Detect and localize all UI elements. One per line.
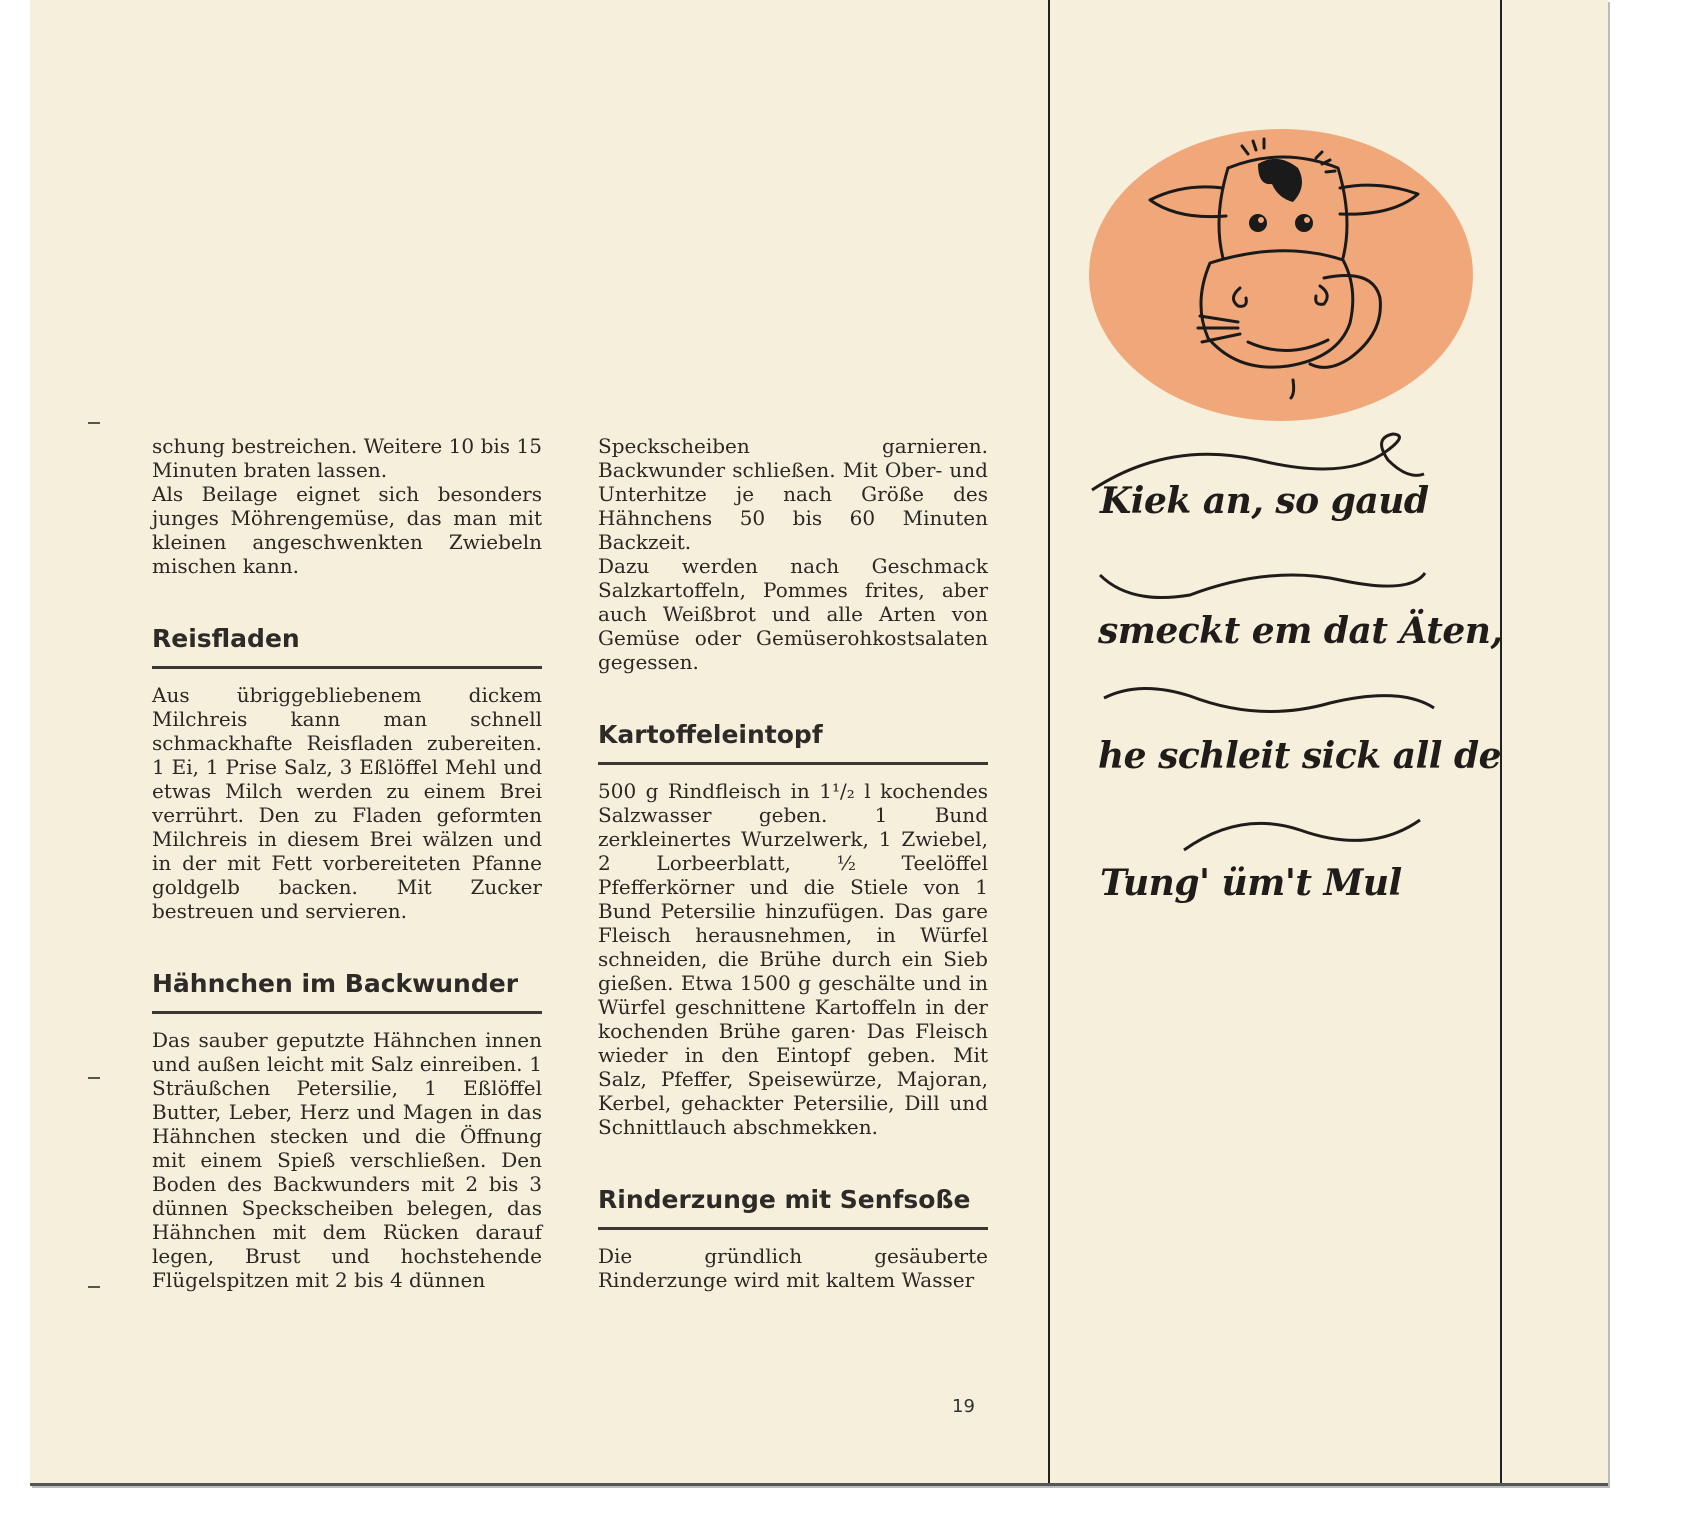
heading-rule	[598, 1227, 988, 1230]
poem-line: Kiek an, so gaud	[1100, 480, 1429, 522]
heading-rule	[152, 1011, 542, 1014]
text-column-right	[598, 434, 988, 1292]
binding-stitch	[88, 1286, 100, 1288]
binding-stitch	[88, 1077, 100, 1079]
section-heading: Hähnchen im Backwunder	[152, 969, 519, 998]
sidebar-rule-left	[1048, 0, 1050, 1486]
poem-line: smeckt em dat Äten,	[1098, 610, 1503, 652]
paragraph: schung bestreichen. Weitere 10 bis 15 Minuten braten lassen.	[152, 434, 542, 482]
section-heading: Reisfladen	[152, 624, 300, 653]
section-heading: Kartoffeleintopf	[598, 720, 823, 749]
paragraph: 500 g Rindfleisch in 1¹/₂ l kochendes Salzwasser geben. 1 Bund zerkleinertes Wurzelwerk, 1 Zwiebel, 2 Lorbeerblatt, ½ Teelöffel Pfefferkörner und die Stiele von 1 Bund Petersilie hinzufügen. Das gare Fleisch herausnehmen, in Würfel schneiden, die Brühe durch ein Sieb gießen. Etwa 1500 g geschälte und in Würfel geschnittene Kartoffeln in der kochenden Brühe garen· Das Fleisch wieder in den Eintopf geben. Mit Salz, Pfeffer, Speisewürze, Majoran, Kerbel, gehackter Petersilie, Dill und Schnittlauch abschmekken.	[598, 779, 988, 1139]
paragraph: Speckscheiben garnieren. Backwunder schließen. Mit Ober- und Unterhitze je nach Größe des Hähnchens 50 bis 60 Minuten Backzeit.	[598, 434, 988, 554]
binding-stitch	[88, 422, 100, 424]
book-page	[30, 0, 1608, 1486]
paragraph: Das sauber geputzte Hähnchen innen und außen leicht mit Salz einreiben. 1 Sträußchen Petersilie, 1 Eßlöffel Butter, Leber, Herz und Magen in das Hähnchen stecken und die Öffnung mit einem Spieß verschließen. Den Boden des Backwunders mit 2 bis 3 dünnen Speckscheiben belegen, das Hähnchen mit dem Rücken darauf legen, Brust und hochstehende Flügelspitzen mit 2 bis 4 dünnen	[152, 1028, 542, 1292]
paragraph: Aus übriggebliebenem dickem Milchreis kann man schnell schmackhafte Reisfladen zubereiten. 1 Ei, 1 Prise Salz, 3 Eßlöffel Mehl und etwas Milch werden zu einem Brei verrührt. Den zu Fladen geformten Milchreis in diesem Brei wälzen und in der mit Fett vorbereiteten Pfanne goldgelb backen. Mit Zucker bestreuen und servieren.	[152, 683, 542, 923]
section-heading: Rinderzunge mit Senfsoße	[598, 1185, 971, 1214]
heading-rule	[152, 666, 542, 669]
poem-line: Tung' üm't Mul	[1100, 862, 1402, 904]
page-bottom-edge	[30, 1483, 1608, 1486]
paragraph: Die gründlich gesäuberte Rinderzunge wird mit kaltem Wasser	[598, 1244, 988, 1292]
flourish-ornament	[1180, 810, 1430, 860]
poem-line: he schleit sick all de	[1098, 735, 1502, 777]
page-number: 19	[952, 1396, 975, 1417]
paragraph: Dazu werden nach Geschmack Salzkartoffeln, Pommes frites, aber auch Weißbrot und alle Arten von Gemüse oder Gemüserohkostsalaten gegessen.	[598, 554, 988, 674]
text-column-left	[152, 434, 542, 1292]
cow-face-icon	[1088, 128, 1474, 422]
heading-rule	[598, 762, 988, 765]
paragraph: Als Beilage eignet sich besonders junges Möhrengemüse, das man mit kleinen angeschwenkten Zwiebeln mischen kann.	[152, 482, 542, 578]
